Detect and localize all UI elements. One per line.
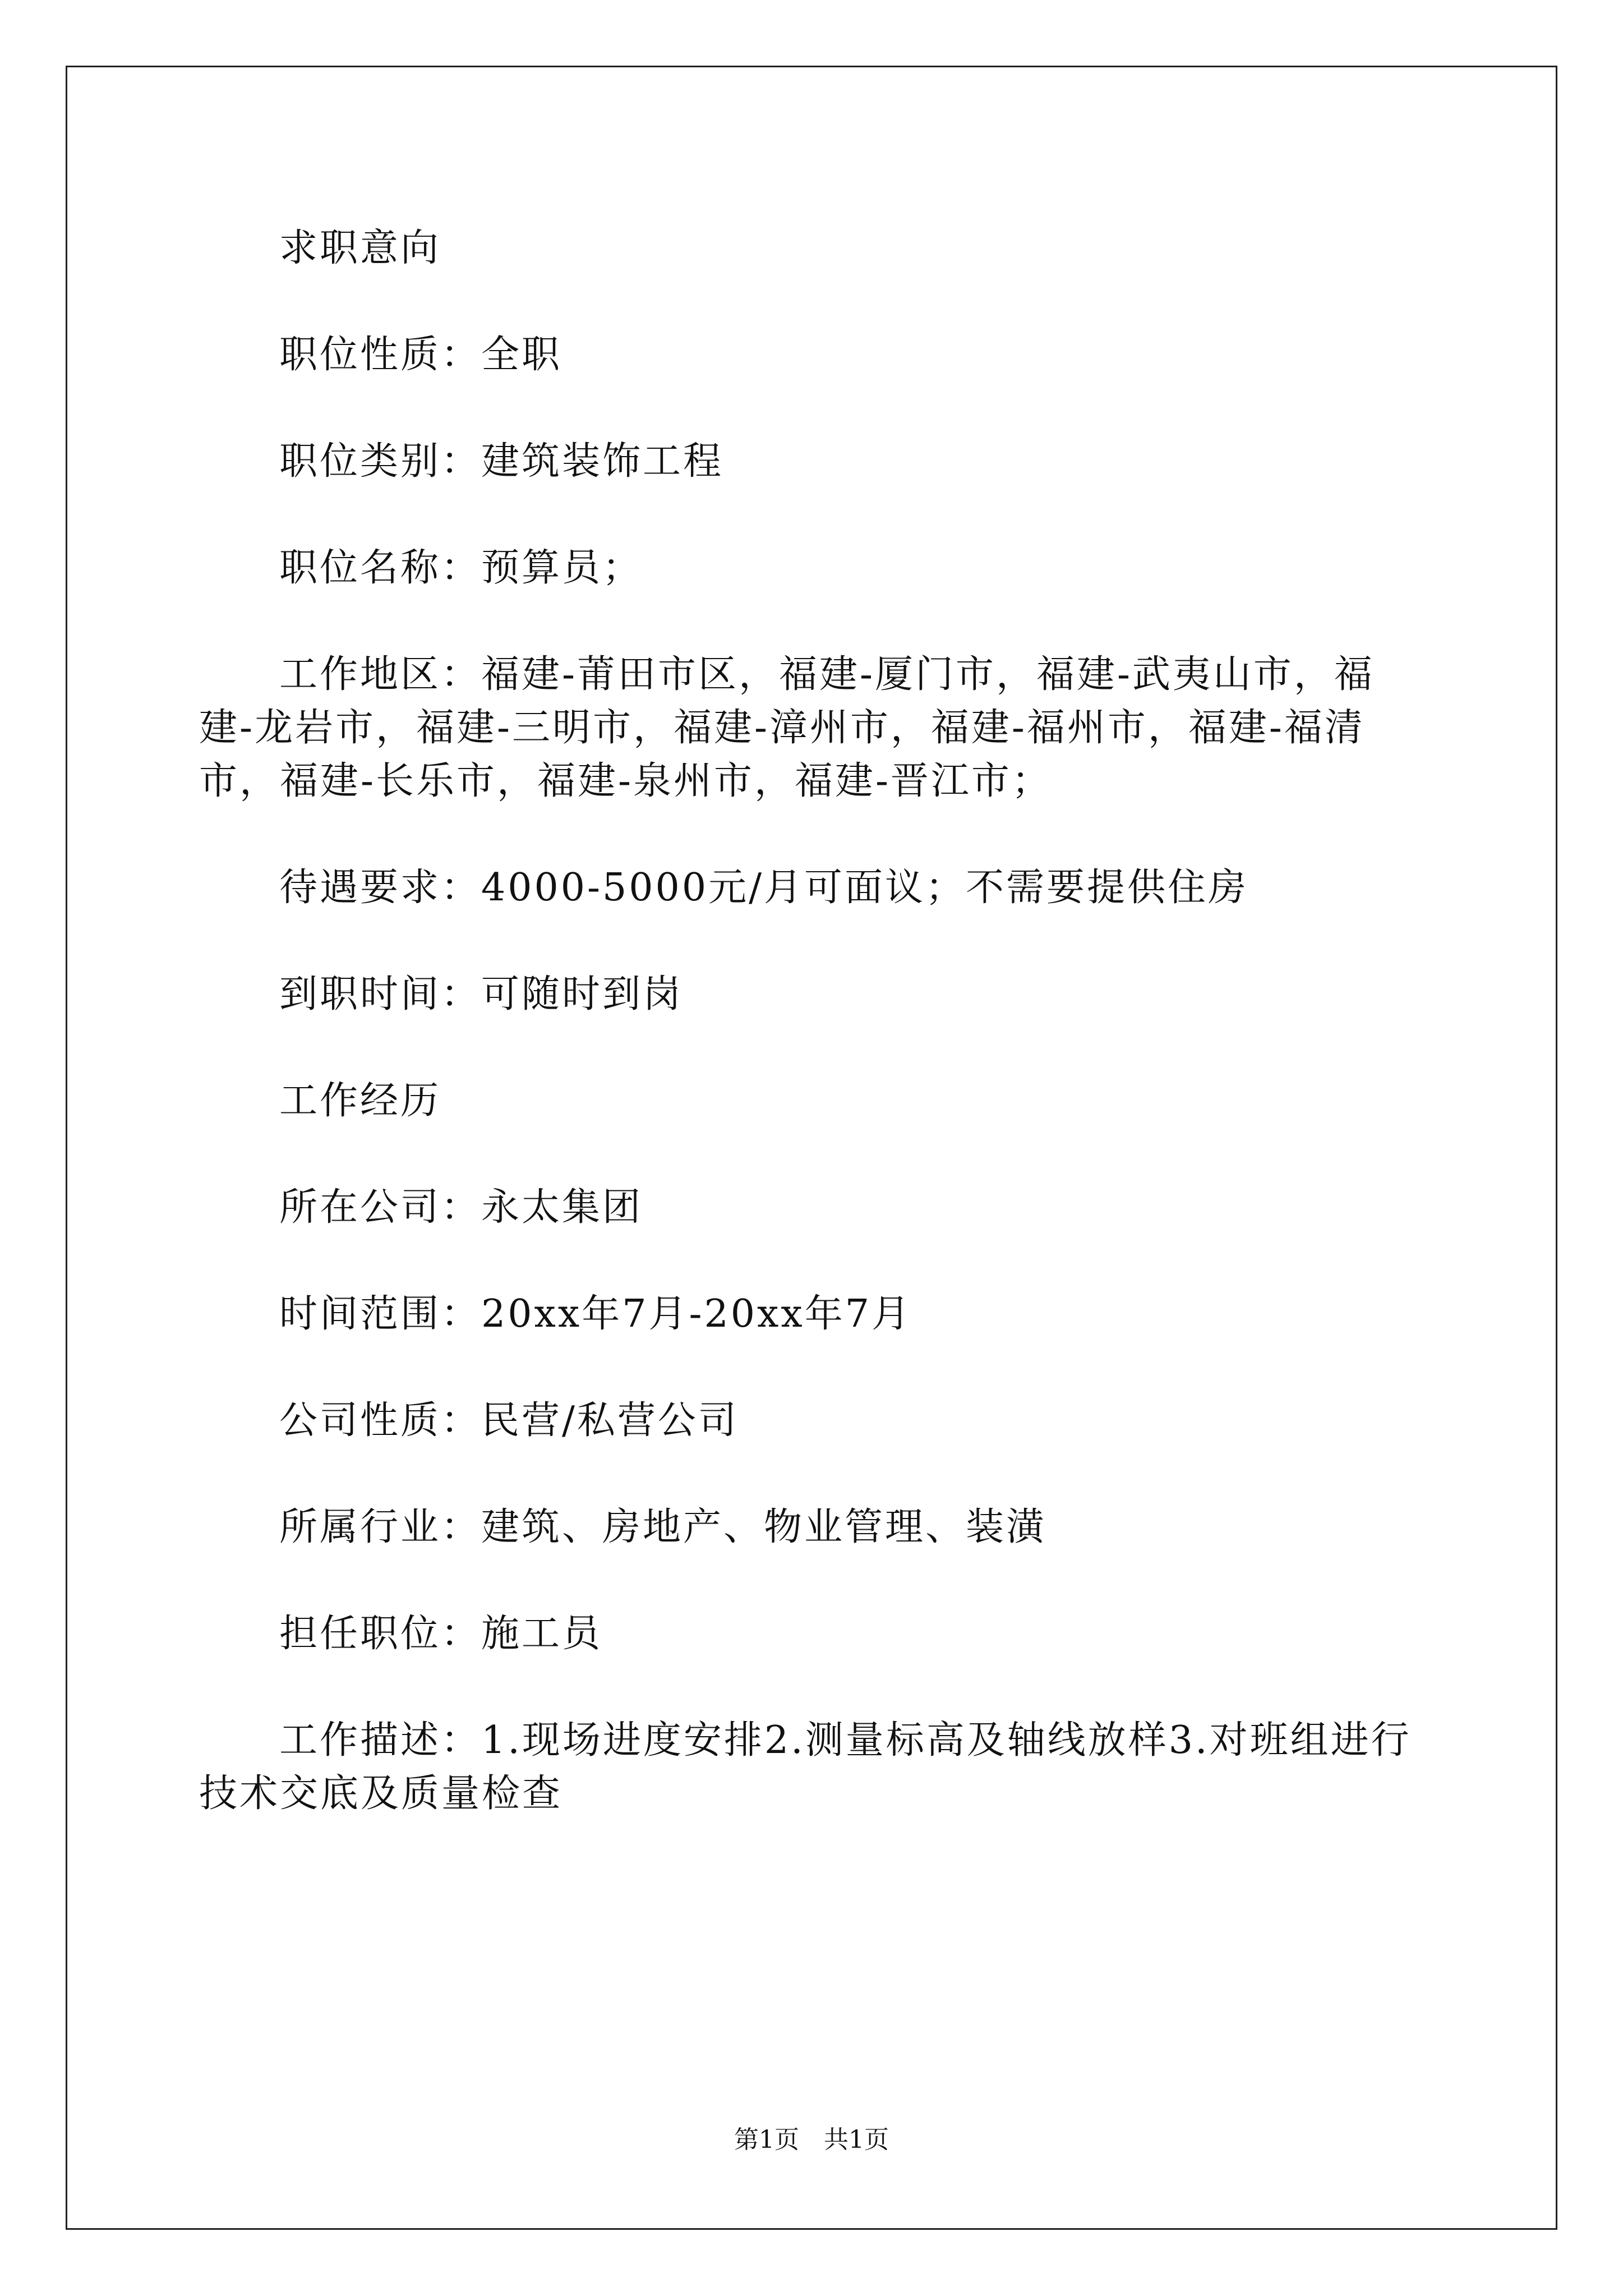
job-description: 工作描述：1.现场进度安排2.测量标高及轴线放样3.对班组进行技术交底及质量检查 (199, 1718, 1412, 1816)
heading-job-intention: 求职意向 (279, 226, 441, 270)
job-category: 职位类别：建筑装饰工程 (279, 439, 724, 484)
company: 所在公司：永太集团 (279, 1185, 643, 1230)
salary-requirement: 待遇要求：4000-5000元/月可面议；不需要提供住房 (279, 866, 1248, 910)
job-title: 职位名称：预算员； (279, 546, 643, 590)
time-range: 时间范围：20xx年7月-20xx年7月 (279, 1292, 912, 1336)
job-nature: 职位性质：全职 (279, 333, 562, 377)
industry: 所属行业：建筑、房地产、物业管理、装潢 (279, 1505, 1047, 1549)
position-held: 担任职位：施工员 (279, 1612, 603, 1656)
page-footer: 第1页 共1页 (734, 2125, 889, 2154)
company-nature: 公司性质：民营/私营公司 (279, 1398, 739, 1443)
document-body (199, 222, 1427, 1874)
start-time: 到职时间：可随时到岗 (279, 972, 684, 1016)
work-regions: 工作地区：福建-莆田市区，福建-厦门市，福建-武夷山市，福建-龙岩市，福建-三明市，福建-漳州市，福建-福州市，福建-福清市，福建-长乐市，福建-泉州市，福建-晋江市； (199, 652, 1375, 803)
heading-work-experience: 工作经历 (279, 1079, 441, 1123)
